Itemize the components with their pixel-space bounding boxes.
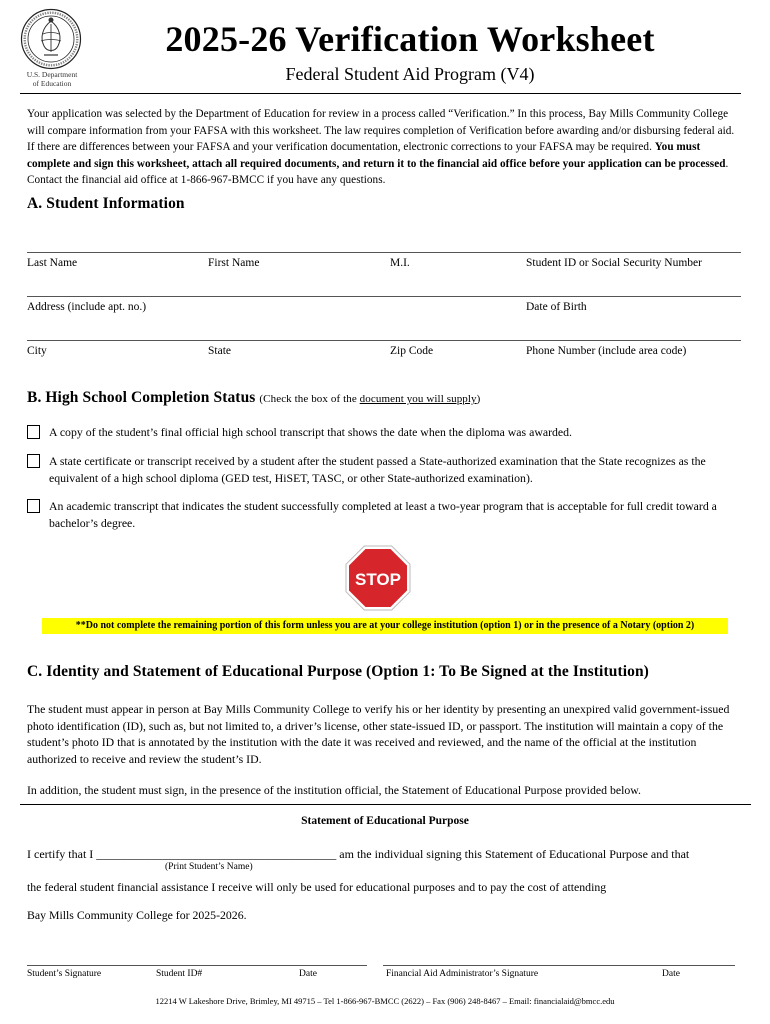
page-subtitle: Federal Student Aid Program (V4) <box>285 64 535 84</box>
intro-text-2: . Contact the financial aid office at 1-866-967-BMCC if you have any questions. <box>27 157 729 186</box>
statement-divider <box>20 804 751 805</box>
hs-transcript-text: A copy of the student’s final official high school transcript that shows the date when the diploma was awarded. <box>49 425 572 439</box>
certify-college-year: Bay Mills Community College for 2025-2026. <box>27 908 247 922</box>
label-student-date: Date <box>299 969 317 979</box>
label-date-of-birth: Date of Birth <box>526 301 587 313</box>
section-b-note-prefix: (Check the box of the <box>259 393 360 405</box>
stop-sign-icon <box>345 545 411 611</box>
section-b-note-underlined: document you will supply <box>359 393 477 405</box>
statement-title: Statement of Educational Purpose <box>301 815 469 827</box>
label-last-name: Last Name <box>27 257 78 269</box>
label-first-name: First Name <box>208 257 260 269</box>
student-info-row-3-line[interactable] <box>27 340 741 341</box>
certify-continuation: the federal student financial assistance I receive will only be used for educational purposes and to pay the cost of attending <box>27 880 607 894</box>
hs-state-certificate-checkbox[interactable] <box>27 454 40 468</box>
student-info-row-1-line[interactable] <box>27 252 741 253</box>
hs-transcript-checkbox[interactable] <box>27 425 40 439</box>
section-b-heading <box>27 389 480 407</box>
hs-option-state-certificate <box>27 453 739 487</box>
intro-paragraph <box>27 106 739 189</box>
hs-academic-transcript-checkbox[interactable] <box>27 499 40 513</box>
label-phone-number: Phone Number (include area code) <box>526 345 687 357</box>
section-a-heading: A. Student Information <box>27 195 185 212</box>
section-c-heading: C. Identity and Statement of Educational Purpose (Option 1: To Be Signed at the Institution) <box>27 663 649 680</box>
department-of-education-seal <box>20 8 82 70</box>
agency-line-2: of Education <box>32 79 72 88</box>
label-administrator-signature: Financial Aid Administrator’s Signature <box>386 969 539 979</box>
section-b-note-suffix: ) <box>476 393 481 405</box>
label-state: State <box>208 345 231 357</box>
intro-bold-text: You must complete and sign this worksheet, attach all required documents, and return it to the financial aid office before your application can be processed <box>27 141 726 170</box>
label-student-id-number: Student ID# <box>156 969 203 979</box>
hs-option-transcript <box>27 424 739 441</box>
hs-option-academic-transcript <box>27 498 739 532</box>
identity-paragraph: The student must appear in person at Bay Mills Community College to verify his or her identity by presenting an unexpired valid government-issued photo identification (ID), such as, but not limited to, a driver’s license, other state-issued ID, or passport. The institution will maintain a copy of the student’s photo ID that is annotated by the institution with the date it was received and reviewed, and the name of the official at the institution authorized to receive and review the student’s ID. <box>27 702 730 766</box>
student-info-row-2-line[interactable] <box>27 296 741 297</box>
print-name-note: (Print Student’s Name) <box>165 862 253 872</box>
stop-sign-label: STOP <box>355 570 401 589</box>
sign-in-presence-paragraph: In addition, the student must sign, in the presence of the institution official, the Statement of Educational Purpose provided below. <box>27 783 641 797</box>
administrator-signature-line[interactable] <box>383 965 735 966</box>
hs-academic-transcript-text: An academic transcript that indicates the student successfully completed at least a two-year program that is acceptable for full credit toward a bachelor’s degree. <box>49 499 717 530</box>
header-divider <box>20 93 741 94</box>
label-city: City <box>27 345 47 357</box>
student-signature-line[interactable] <box>27 965 367 966</box>
section-b-note <box>259 393 480 405</box>
agency-name <box>14 70 90 88</box>
label-administrator-date: Date <box>662 969 680 979</box>
intro-text-1: Your application was selected by the Department of Education for review in a process called “Verification.” In this process, Bay Mills Community College will compare information from your FAFSA with this worksheet. The law requires completion of Verification before awarding and/or disbursing federal aid. If there are differences between your FAFSA and your verification documentation, electronic corrections to your FAFSA may be required. <box>27 108 735 153</box>
label-address: Address (include apt. no.) <box>27 301 147 313</box>
label-student-signature: Student’s Signature <box>27 969 102 979</box>
label-student-id: Student ID or Social Security Number <box>526 257 702 269</box>
section-b-title: B. High School Completion Status <box>27 389 256 406</box>
footer-contact: 12214 W Lakeshore Drive, Brimley, MI 49715 – Tel 1-866-967-BMCC (2622) – Fax (906) 248-8467 – Email: financialaid@bmcc.edu <box>155 996 615 1006</box>
page-title: 2025-26 Verification Worksheet <box>165 19 655 59</box>
agency-line-1: U.S. Department <box>26 70 78 79</box>
notary-warning-banner: **Do not complete the remaining portion of this form unless you are at your college institution (option 1) or in the presence of a Notary (option 2) <box>42 618 728 634</box>
label-middle-initial: M.I. <box>390 257 410 269</box>
certify-line[interactable]: I certify that I ________________________________________ am the individual signing this Statement of Educational Purpose and that <box>27 847 690 861</box>
hs-state-certificate-text: A state certificate or transcript received by a student after the student passed a State-authorized examination that the State recognizes as the equivalent of a high school diploma (GED test, HiSET, TASC, or other State-authorized examination). <box>49 454 706 485</box>
label-zip-code: Zip Code <box>390 345 434 357</box>
